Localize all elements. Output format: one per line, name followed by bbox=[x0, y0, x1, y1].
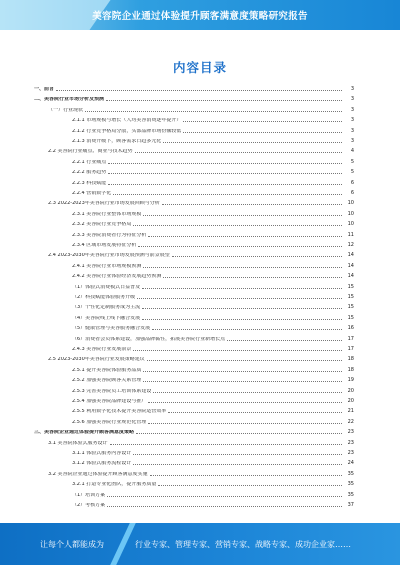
toc-entry[interactable] bbox=[34, 168, 354, 177]
toc-entry[interactable] bbox=[34, 355, 354, 364]
toc-page-number: 16 bbox=[347, 325, 354, 332]
table-of-contents bbox=[34, 85, 354, 513]
toc-entry-text: 2.1.1 市场规模与增长（人均美容消费逐年提升） bbox=[72, 118, 182, 124]
toc-leader-dots bbox=[143, 215, 342, 216]
toc-leader-dots bbox=[138, 246, 342, 247]
toc-entry-text: 2.5.2 加强美容院顾客关系管理 bbox=[72, 378, 142, 384]
toc-entry[interactable] bbox=[34, 314, 354, 323]
toc-page-number: 4 bbox=[350, 148, 354, 155]
toc-entry-text: 2.4 2023-2030年美容院行业市场发展预测与前景展望 bbox=[48, 253, 170, 259]
toc-leader-dots bbox=[163, 277, 342, 278]
toc-entry-text: 二、美容院行业市场分析及预测 bbox=[34, 97, 105, 103]
toc-entry-text: 2.1.3 消费升级下，顾客需求日趋多元化 bbox=[72, 139, 162, 144]
toc-entry-text: 2.4.2 美容院行业体验经济发展趋势预测 bbox=[72, 274, 162, 280]
toc-entry[interactable] bbox=[34, 189, 354, 198]
toc-leader-dots bbox=[152, 329, 342, 330]
toc-leader-dots bbox=[143, 381, 342, 382]
toc-page-number: 23 bbox=[347, 450, 354, 456]
report-title: 美容院企业通过体验提升顾客满意度策略研究报告 bbox=[92, 11, 308, 22]
footer-tagline: 行业专家、管理专家、营销专家、战略专家、成功企业家…… bbox=[135, 540, 351, 549]
toc-leader-dots bbox=[168, 412, 342, 413]
toc-leader-dots bbox=[143, 267, 342, 268]
toc-entry[interactable] bbox=[34, 147, 354, 156]
toc-page-number: 11 bbox=[347, 231, 354, 238]
toc-entry[interactable] bbox=[34, 272, 354, 281]
toc-entry-text: （2）考核方案 bbox=[72, 503, 106, 508]
toc-entry-text: 2.5 2023-2030年美容院行业发展策略建议 bbox=[48, 357, 145, 363]
toc-entry[interactable] bbox=[34, 220, 354, 229]
toc-entry[interactable] bbox=[34, 251, 354, 260]
toc-page-number: 6 bbox=[350, 179, 354, 186]
toc-entry-text: （一）行业现状 bbox=[48, 107, 84, 113]
toc-page-number: 20 bbox=[347, 387, 354, 394]
toc-leader-dots bbox=[137, 298, 342, 299]
toc-entry-text: 2.2.3 科技赋能 bbox=[72, 180, 107, 186]
toc-leader-dots bbox=[142, 288, 342, 289]
toc-page-number: 17 bbox=[347, 335, 354, 342]
toc-entry[interactable] bbox=[34, 179, 354, 188]
toc-leader-dots bbox=[162, 204, 342, 205]
toc-entry[interactable] bbox=[34, 210, 354, 219]
footer-slogan: 让每个人都能成为 bbox=[40, 540, 104, 549]
toc-entry-text: 2.2.4 营销数字化 bbox=[72, 191, 112, 196]
toc-entry-text: （2）科技赋能体验服务升级 bbox=[72, 295, 136, 300]
toc-entry-text: 2.3.2 美容院行业竞争格局 bbox=[72, 222, 132, 228]
toc-page-number: 14 bbox=[347, 273, 354, 280]
toc-leader-dots bbox=[163, 142, 342, 143]
toc-leader-dots bbox=[107, 506, 342, 507]
toc-leader-dots bbox=[148, 236, 342, 237]
toc-entry[interactable] bbox=[34, 407, 354, 416]
toc-entry[interactable] bbox=[34, 459, 354, 468]
toc-page-number: 37 bbox=[347, 502, 354, 508]
toc-entry-text: 3.2.1 打造专业化团队，提升服务质量 bbox=[72, 482, 157, 488]
toc-page-number: 15 bbox=[347, 294, 354, 300]
toc-page-number: 35 bbox=[347, 470, 354, 477]
toc-page-number: 15 bbox=[347, 314, 354, 321]
toc-leader-dots bbox=[133, 464, 342, 465]
toc-entry-text: 3.1.1 体验式服务内容设计 bbox=[72, 451, 132, 456]
toc-entry-text: 一、前言 bbox=[34, 87, 55, 92]
toc-entry[interactable] bbox=[34, 491, 354, 500]
toc-page-number: 3 bbox=[350, 138, 354, 144]
toc-page-number: 24 bbox=[347, 460, 354, 467]
toc-leader-dots bbox=[142, 319, 342, 320]
toc-page-number: 3 bbox=[350, 106, 354, 113]
toc-leader-dots bbox=[108, 173, 342, 174]
toc-entry[interactable] bbox=[34, 387, 354, 396]
toc-entry-text: 2.5.4 加强美容院品牌建设与推广 bbox=[72, 399, 147, 404]
toc-entry-text: 2.5.1 提升美容院体验服务品质 bbox=[72, 367, 142, 373]
toc-page-number: 23 bbox=[347, 439, 354, 446]
toc-entry-text: （5）健康管理与美容服务融合发展 bbox=[72, 326, 151, 332]
toc-entry-text: 2.5.6 加强美容院行业规范化管理 bbox=[72, 419, 147, 425]
toc-entry[interactable] bbox=[34, 137, 354, 146]
toc-entry-text: 2.4.1 美容院行业市场规模预测 bbox=[72, 263, 142, 269]
toc-entry-text: （4）美容院线上线下融合发展 bbox=[72, 315, 141, 321]
toc-entry[interactable] bbox=[34, 293, 354, 302]
toc-entry-text: 三、美容院企业通过体验提升顾客满意度策略 bbox=[34, 430, 135, 436]
toc-page-number: 18 bbox=[347, 356, 354, 363]
toc-entry-text: 2.2.1 行业痛点 bbox=[72, 159, 107, 165]
toc-entry-text: 2.3 2022-2023年美容院行业市场发展回顾与分析 bbox=[48, 201, 160, 207]
toc-entry[interactable] bbox=[34, 366, 354, 375]
toc-leader-dots bbox=[147, 360, 342, 361]
toc-title: 内容目录 bbox=[172, 60, 227, 75]
toc-leader-dots bbox=[148, 423, 342, 424]
toc-entry[interactable] bbox=[34, 231, 354, 240]
toc-entry[interactable] bbox=[34, 241, 354, 250]
toc-entry[interactable] bbox=[34, 397, 354, 406]
toc-page-number: 14 bbox=[347, 262, 354, 269]
toc-entry-text: 2.1.2 行业竞争格局分散，头部品牌市场份额较低 bbox=[72, 128, 182, 134]
toc-entry-text: 3.1.2 体验式服务流程设计 bbox=[72, 461, 132, 467]
toc-page-number: 12 bbox=[347, 242, 354, 248]
toc-page-number: 18 bbox=[347, 366, 354, 373]
toc-page-number: 6 bbox=[350, 190, 354, 196]
toc-entry[interactable] bbox=[34, 106, 354, 115]
toc-entry[interactable] bbox=[34, 127, 354, 136]
toc-entry[interactable] bbox=[34, 199, 354, 208]
toc-leader-dots bbox=[107, 496, 342, 497]
toc-entry[interactable] bbox=[34, 376, 354, 385]
toc-entry-text: 2.2 美容院行业痛点、商业与技术趋势 bbox=[48, 149, 133, 155]
toc-leader-dots bbox=[133, 225, 342, 226]
toc-entry[interactable] bbox=[34, 439, 354, 448]
toc-leader-dots bbox=[158, 485, 342, 486]
toc-entry[interactable] bbox=[34, 85, 354, 94]
toc-entry[interactable] bbox=[34, 470, 354, 479]
toc-entry[interactable] bbox=[34, 335, 354, 344]
toc-leader-dots bbox=[133, 350, 342, 351]
toc-leader-dots bbox=[56, 90, 342, 91]
toc-page-number: 3 bbox=[350, 117, 354, 124]
toc-page-number: 20 bbox=[347, 398, 354, 404]
toc-leader-dots bbox=[172, 256, 342, 257]
toc-leader-dots bbox=[110, 444, 342, 445]
toc-entry[interactable] bbox=[34, 324, 354, 333]
footer-bar bbox=[0, 523, 400, 565]
toc-entry-text: 2.5.5 利用数字化技术提升美容院运营效率 bbox=[72, 409, 167, 415]
toc-leader-dots bbox=[183, 132, 342, 133]
toc-entry[interactable] bbox=[34, 480, 354, 489]
toc-entry[interactable] bbox=[34, 428, 354, 437]
toc-entry[interactable] bbox=[34, 501, 354, 510]
toc-page-number: 17 bbox=[347, 346, 354, 352]
toc-entry[interactable] bbox=[34, 303, 354, 312]
toc-leader-dots bbox=[143, 371, 342, 372]
toc-page-number: 19 bbox=[347, 377, 354, 384]
toc-page-number: 10 bbox=[347, 221, 354, 228]
toc-page-number: 35 bbox=[347, 481, 354, 488]
toc-page-number: 22 bbox=[347, 418, 354, 425]
toc-leader-dots bbox=[108, 184, 342, 185]
toc-entry-text: （1）培训方案 bbox=[72, 492, 106, 498]
toc-entry-text: 3.1 美容院体验式服务设计 bbox=[48, 440, 108, 446]
toc-page-number: 10 bbox=[347, 200, 354, 207]
toc-entry-text: 2.5.3 完善美容院员工培训体系建设 bbox=[72, 388, 152, 394]
toc-entry[interactable] bbox=[34, 116, 354, 125]
toc-entry-text: （6）消费者会员体系建设，加强品牌黏性，拓展美容院行业新增长点 bbox=[72, 336, 226, 342]
toc-page-number: 21 bbox=[347, 408, 354, 415]
footer-decoration bbox=[110, 523, 136, 565]
header-bar bbox=[0, 0, 400, 30]
toc-leader-dots bbox=[136, 433, 342, 434]
toc-page-number: 3 bbox=[350, 96, 354, 103]
toc-entry-text: 2.4.3 美容院行业发展前景 bbox=[72, 347, 132, 352]
toc-page-number: 5 bbox=[350, 158, 354, 165]
toc-entry[interactable] bbox=[34, 262, 354, 271]
toc-leader-dots bbox=[85, 111, 342, 112]
toc-leader-dots bbox=[142, 308, 342, 309]
toc-entry-text: 3.2 美容院企业通过体验提升顾客满意度实施 bbox=[48, 471, 148, 477]
toc-entry[interactable] bbox=[34, 449, 354, 458]
toc-entry-text: （3）个性化定制服务成为主流 bbox=[72, 305, 141, 311]
toc-leader-dots bbox=[183, 121, 342, 122]
toc-entry[interactable] bbox=[34, 158, 354, 167]
toc-page-number: 35 bbox=[347, 491, 354, 498]
toc-leader-dots bbox=[133, 454, 342, 455]
toc-page-number: 10 bbox=[347, 210, 354, 217]
toc-leader-dots bbox=[150, 475, 342, 476]
toc-page-number: 3 bbox=[350, 86, 354, 92]
toc-entry-text: （1）体验式消费模式日益普及 bbox=[72, 284, 141, 290]
toc-entry[interactable] bbox=[34, 418, 354, 427]
toc-page-number: 3 bbox=[350, 127, 354, 134]
toc-entry-text: 2.3.1 美容院行业整体市场规模 bbox=[72, 211, 142, 217]
toc-leader-dots bbox=[108, 163, 342, 164]
toc-entry[interactable] bbox=[34, 283, 354, 292]
toc-entry-text: 2.3.3 美容院消费者行为特征分析 bbox=[72, 232, 147, 238]
toc-entry-text: 2.2.2 服务趋势 bbox=[72, 170, 107, 176]
toc-page-number: 15 bbox=[347, 304, 354, 311]
toc-leader-dots bbox=[148, 402, 342, 403]
toc-leader-dots bbox=[153, 392, 342, 393]
toc-page-number: 14 bbox=[347, 252, 354, 259]
toc-page-number: 15 bbox=[347, 283, 354, 290]
toc-page-number: 5 bbox=[350, 169, 354, 176]
toc-entry-text: 2.3.4 区域市场发展特征分析 bbox=[72, 243, 137, 248]
toc-page-number: 23 bbox=[347, 429, 354, 436]
toc-leader-dots bbox=[227, 340, 342, 341]
toc-leader-dots bbox=[106, 100, 342, 101]
toc-leader-dots bbox=[113, 194, 342, 195]
toc-leader-dots bbox=[135, 152, 342, 153]
toc-entry[interactable] bbox=[34, 95, 354, 104]
toc-entry[interactable] bbox=[34, 345, 354, 354]
